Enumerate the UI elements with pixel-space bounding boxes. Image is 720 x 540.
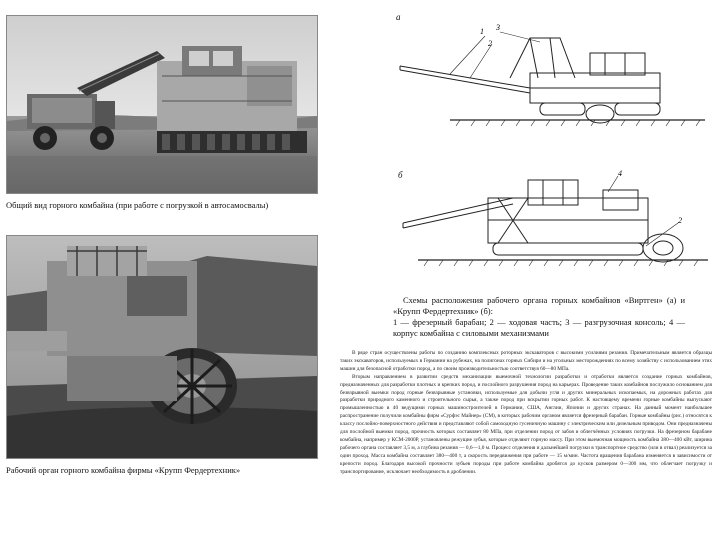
diagram-a-label: а bbox=[396, 12, 401, 22]
combine-loading-photo bbox=[6, 15, 318, 194]
callout-2b: 2 bbox=[678, 216, 682, 225]
callout-4: 4 bbox=[618, 169, 622, 178]
body-text bbox=[340, 350, 712, 477]
callout-2: 2 bbox=[488, 39, 492, 48]
photo2-caption: Рабочий орган горного комбайна фирмы «Крупп Фердертехник» bbox=[6, 465, 241, 475]
photo1-caption: Общий вид горного комбайна (при работе с погрузкой в автосамосвалы) bbox=[6, 200, 269, 210]
schema-caption-title: Схемы расположения рабочего органа горных комбайнов «Виртген» (а) и «Крупп Фердертехник» (б): bbox=[393, 295, 685, 316]
diagram-b-krupp bbox=[378, 168, 712, 280]
callout-1: 1 bbox=[480, 27, 484, 36]
schema-caption-legend: 1 — фрезерный барабан; 2 — ходовая часть; 3 — разгрузочная консоль; 4 — корпус комбайна с силовыми механизмами bbox=[393, 317, 685, 338]
schema-caption bbox=[393, 295, 685, 339]
diagram-a-wirtgen bbox=[390, 18, 710, 140]
diagram-b-label: б bbox=[398, 170, 403, 180]
cutting-drum-photo bbox=[6, 235, 318, 459]
callout-3: 3 bbox=[496, 23, 500, 32]
body-paragraph-2: Вторым направлением в развитии средств механизации выемочной технологии разработки и отработки является создание горных комбайнов, предназначенных для разработки плотных и крепких пород, и послойного разрушения пород на карьерах. Проведение таких комбайнов послужило основанием для безвзрывной выемки пород горные безвзрывные установки, используемые для добычи угля и других минеральных ископаемых, на дорожных работах для разработки природного каменного и строительного сырья, а также пород при вскрытии горных работ. К настоящему времени горные комбайны выпускают промышленностью в 40 ведущими горных машиностроителей в Германии, США, Англии, Японии и других странах. На данный момент наибольшее распространение получили комбайны фирм «Сурфэс Майнер» (СМ), в которых рабочим органом является фрезерный барабан. Горные комбайны (рис.) относятся к классу послойно-поверхностного действия и представляют собой самоходную гусеничную машину с электрическим или дизельным приводом. Они предназначены для послойной выемки пород, прочность которых составляет 80 МПа, при отделении пород от забоя и облегчённых условиях погрузки. На фрезерном барабане комбайна, например у КСМ-2000Р, установлены режущие зубья, которые отделяют горную массу. При этом выемочная мощность комбайна 380—400 кВт, ширина рабочего органа составляет 3,5 м, а глубина резания — 0,6—1,0 м. Процесс отделения и дальнейшей погрузки в транспортное средство (или в отвал) реализуется за один проход. Масса комбайна составляет 380—400 т, а скорость передвижения при работе — 15 м/мин. Частота вращения барабана изменяется в зависимости от крепости пород. Благодаря высокой прочности зубьев породы при работе комбайна дробятся до кусков размером 0—300 мм, что облегчает погрузку и транспортирование, исключает необходимость в дроблении. bbox=[340, 373, 712, 475]
body-paragraph-1: В ряде стран осуществлены работы по созданию комплексных роторных экскаваторов с высокими усилиями резания. Примечательным является образцы таких экскаваторов, используемых в Германии на рубежах, на полигонах горных Сибири и на угольных месторождениях по всему хозяйству с использованием этих машин для безопасной отработки пород, а по своим производительностью соответствуя 60—80 МПа. bbox=[340, 350, 712, 372]
